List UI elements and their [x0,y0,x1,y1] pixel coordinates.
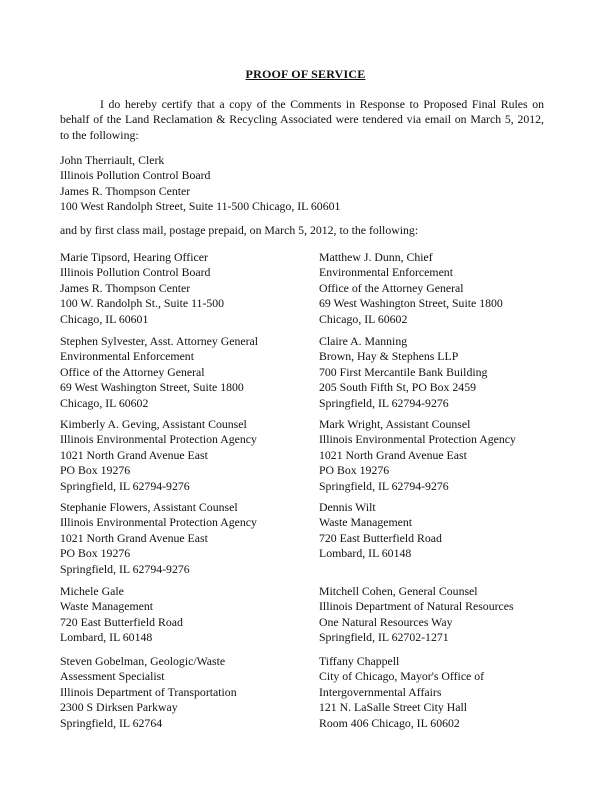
address-line: One Natural Resources Way [319,614,453,629]
address-line: 700 First Mercantile Bank Building [319,364,488,379]
address-block [319,250,569,327]
address-line: Illinois Environmental Protection Agency [319,432,516,447]
address-line: Springfield, IL 62794-9276 [60,561,190,576]
address-line: 720 East Butterfield Road [60,614,183,629]
address-line: Springfield, IL 62702-1271 [319,630,449,645]
address-line: 69 West Washington Street, Suite 1800 [60,380,244,395]
address-line: Chicago, IL 60602 [60,395,149,410]
address-line: Lombard, IL 60148 [60,630,153,645]
address-line: Room 406 Chicago, IL 60602 [319,715,460,730]
address-line: Springfield, IL 62794-9276 [319,478,449,493]
address-line: Claire A. Manning [319,334,408,348]
address-line: PO Box 19276 [60,463,131,478]
address-block [60,584,310,646]
mail-service-note: and by first class mail, postage prepaid, on March 5, 2012, to the following: [60,223,419,237]
address-line: 121 N. LaSalle Street City Hall [319,700,468,715]
address-block [60,417,310,494]
address-line: Illinois Environmental Protection Agency [60,515,257,530]
address-block [319,654,569,731]
address-line: Springfield, IL 62794-9276 [60,478,190,493]
address-line: Mark Wright, Assistant Counsel [319,417,471,431]
address-line: Marie Tipsord, Hearing Officer [60,250,208,264]
address-line: PO Box 19276 [60,546,131,561]
address-line: Lombard, IL 60148 [319,546,412,561]
address-block [319,584,569,646]
address-line: Environmental Enforcement [60,349,194,364]
address-block [60,654,310,731]
address-line: Waste Management [60,599,154,614]
address-line: Stephen Sylvester, Asst. Attorney General [60,334,259,348]
address-line: Environmental Enforcement [319,265,453,280]
address-block [60,500,310,577]
address-line: Tiffany Chappell [319,654,400,668]
address-line: 2300 S Dirksen Parkway [60,700,178,715]
address-line: 100 W. Randolph St., Suite 11-500 [60,296,225,311]
address-line: 1021 North Grand Avenue East [319,447,467,462]
address-line: Brown, Hay & Stephens LLP [319,349,459,364]
address-line: 720 East Butterfield Road [319,530,442,545]
address-block [60,250,310,327]
page-title: PROOF OF SERVICE [245,67,366,81]
certification-paragraph: I do hereby certify that a copy of the Comments in Response to Proposed Final Rules on behalf of the Land Reclamation & Recycling Associated were tendered via email on March 5, 2012, to the following: [60,97,544,142]
address-block [319,417,569,494]
address-line: Chicago, IL 60602 [319,311,408,326]
address-block [319,334,569,411]
address-line: PO Box 19276 [319,463,390,478]
address-line: Dennis Wilt [319,500,376,514]
address-line: Kimberly A. Geving, Assistant Counsel [60,417,247,431]
address-line: Springfield, IL 62764 [60,715,163,730]
address-line: 205 South Fifth St, PO Box 2459 [319,380,476,395]
address-line: Steven Gobelman, Geologic/Waste [60,654,226,668]
address-line: 69 West Washington Street, Suite 1800 [319,296,503,311]
address-line: Intergovernmental Affairs [319,684,442,699]
address-line: Illinois Department of Natural Resources [319,599,514,614]
address-line: Springfield, IL 62794-9276 [319,395,449,410]
address-line: Assessment Specialist [60,669,165,684]
address-line: Illinois Pollution Control Board [60,265,211,280]
email-recipient-block [60,153,540,215]
address-line: Illinois Pollution Control Board [60,168,211,183]
address-line: Matthew J. Dunn, Chief [319,250,433,264]
address-line: Office of the Attorney General [60,364,205,379]
address-block [319,500,569,562]
address-line: City of Chicago, Mayor's Office of [319,669,485,684]
address-line: James R. Thompson Center [60,280,191,295]
address-line: Illinois Environmental Protection Agency [60,432,257,447]
address-line: Michele Gale [60,584,124,598]
address-line: 1021 North Grand Avenue East [60,530,208,545]
address-line: Illinois Department of Transportation [60,684,237,699]
address-line: Stephanie Flowers, Assistant Counsel [60,500,238,514]
address-block [60,334,310,411]
address-line: 100 West Randolph Street, Suite 11-500 Chicago, IL 60601 [60,199,341,214]
address-line: 1021 North Grand Avenue East [60,447,208,462]
address-line: John Therriault, Clerk [60,153,165,167]
address-line: Office of the Attorney General [319,280,464,295]
address-line: Waste Management [319,515,413,530]
address-line: James R. Thompson Center [60,183,191,198]
address-line: Mitchell Cohen, General Counsel [319,584,478,598]
address-line: Chicago, IL 60601 [60,311,149,326]
